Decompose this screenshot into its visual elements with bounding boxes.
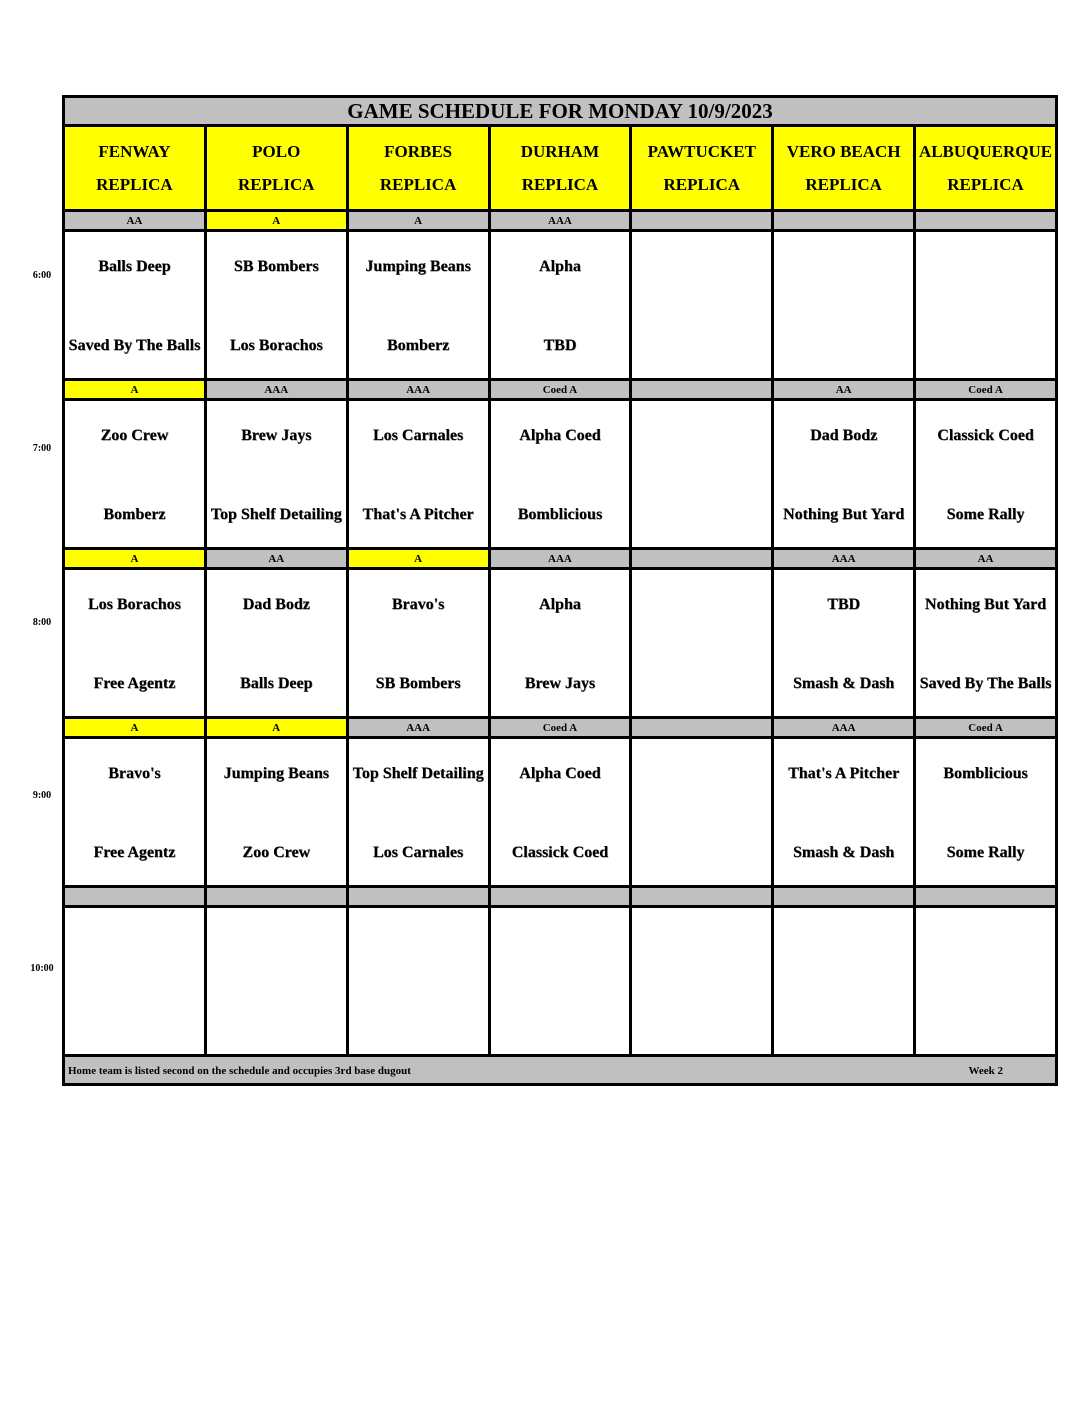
home-team xyxy=(774,981,913,1054)
home-team: Smash & Dash xyxy=(792,675,895,692)
away-team: Classick Coed xyxy=(937,427,1034,444)
field-subtitle: REPLICA xyxy=(238,175,315,194)
time-label: 9:00 xyxy=(32,790,52,801)
away-team xyxy=(632,739,771,812)
home-team xyxy=(916,981,1055,1054)
division-label: Coed A xyxy=(915,718,1057,738)
home-team xyxy=(632,981,771,1054)
field-header-forbes xyxy=(347,126,489,211)
home-team: TBD xyxy=(543,337,577,354)
home-team: Los Carnales xyxy=(372,844,464,861)
game-cell xyxy=(773,738,915,887)
game-cell xyxy=(631,569,773,718)
field-header-durham xyxy=(489,126,631,211)
game-cell xyxy=(205,569,347,718)
game-cell xyxy=(347,569,489,718)
home-team: Some Rally xyxy=(946,844,1025,861)
time-label: 7:00 xyxy=(32,443,52,454)
away-team xyxy=(632,232,771,305)
division-label: AAA xyxy=(489,211,631,231)
field-name: DURHAM xyxy=(520,142,600,161)
away-team: Bravo's xyxy=(391,596,445,613)
field-subtitle: REPLICA xyxy=(521,175,599,194)
away-team xyxy=(632,401,771,474)
division-label xyxy=(205,887,347,907)
game-cell xyxy=(631,400,773,549)
division-label: AAA xyxy=(773,718,915,738)
game-row xyxy=(64,569,1057,718)
division-label: AAA xyxy=(347,380,489,400)
away-team: Jumping Beans xyxy=(223,765,329,782)
home-team xyxy=(632,812,771,885)
field-name: ALBUQUERQUE xyxy=(918,142,1053,161)
division-label: AAA xyxy=(205,380,347,400)
division-label: A xyxy=(64,549,206,569)
home-team: Saved By The Balls xyxy=(68,337,201,354)
division-label xyxy=(631,380,773,400)
home-team: That's A Pitcher xyxy=(362,506,474,523)
home-team xyxy=(774,305,913,378)
home-team xyxy=(632,474,771,547)
game-cell xyxy=(489,738,631,887)
home-team xyxy=(916,305,1055,378)
away-team: Bravo's xyxy=(108,765,161,782)
game-cell xyxy=(64,738,206,887)
division-row xyxy=(64,549,1057,569)
game-cell xyxy=(205,231,347,380)
field-subtitle: REPLICA xyxy=(663,175,741,194)
away-team xyxy=(65,908,204,981)
division-label xyxy=(64,887,206,907)
field-name: POLO xyxy=(252,142,301,161)
game-cell xyxy=(773,907,915,1056)
game-cell xyxy=(915,400,1057,549)
home-team: Some Rally xyxy=(946,506,1025,523)
away-team: SB Bombers xyxy=(233,258,319,275)
field-name: PAWTUCKET xyxy=(647,142,756,161)
home-team: Bomblicious xyxy=(517,506,603,523)
away-team: That's A Pitcher xyxy=(788,765,900,782)
division-label: AA xyxy=(64,211,206,231)
away-team: Dad Bodz xyxy=(810,427,878,444)
field-header-polo xyxy=(205,126,347,211)
game-cell xyxy=(489,569,631,718)
home-team: Los Borachos xyxy=(229,337,323,354)
game-cell xyxy=(631,907,773,1056)
game-cell xyxy=(915,231,1057,380)
away-team: Los Carnales xyxy=(372,427,464,444)
field-name: FENWAY xyxy=(98,142,171,161)
division-label: AAA xyxy=(773,549,915,569)
division-row xyxy=(64,211,1057,231)
division-label: A xyxy=(64,380,206,400)
home-team xyxy=(491,981,630,1054)
field-subtitle: REPLICA xyxy=(96,175,173,194)
game-cell xyxy=(631,231,773,380)
home-team xyxy=(207,981,346,1054)
away-team: Brew Jays xyxy=(241,427,312,444)
field-header-row xyxy=(64,126,1057,211)
division-label: Coed A xyxy=(915,380,1057,400)
division-label: AAA xyxy=(489,549,631,569)
game-cell xyxy=(347,400,489,549)
game-row xyxy=(64,907,1057,1056)
division-label: A xyxy=(205,718,347,738)
away-team: Zoo Crew xyxy=(100,427,169,444)
away-team xyxy=(774,232,913,305)
away-team xyxy=(774,908,913,981)
game-row xyxy=(64,231,1057,380)
home-team: Bomberz xyxy=(103,506,166,523)
away-team xyxy=(632,908,771,981)
game-cell xyxy=(347,231,489,380)
field-subtitle: REPLICA xyxy=(947,175,1024,194)
game-row xyxy=(64,400,1057,549)
game-cell xyxy=(347,738,489,887)
away-team xyxy=(207,908,346,981)
field-header-fenway xyxy=(64,126,206,211)
game-cell xyxy=(205,738,347,887)
home-team xyxy=(632,305,771,378)
field-header-pawtucket xyxy=(631,126,773,211)
time-label: 6:00 xyxy=(32,270,52,281)
game-cell xyxy=(773,569,915,718)
away-team: Alpha Coed xyxy=(519,427,601,444)
division-label: A xyxy=(205,211,347,231)
schedule-table xyxy=(62,95,1058,1086)
away-team: Top Shelf Detailing xyxy=(352,765,484,782)
field-header-albuquerque xyxy=(915,126,1057,211)
game-cell xyxy=(64,231,206,380)
game-cell xyxy=(489,400,631,549)
division-label: A xyxy=(64,718,206,738)
game-cell xyxy=(489,231,631,380)
division-label: AAA xyxy=(347,718,489,738)
game-cell xyxy=(64,907,206,1056)
division-label xyxy=(631,211,773,231)
away-team: TBD xyxy=(827,596,861,613)
division-label xyxy=(915,887,1057,907)
division-label: AA xyxy=(773,380,915,400)
home-team: Zoo Crew xyxy=(242,844,311,861)
home-team: Nothing But Yard xyxy=(783,506,905,523)
away-team xyxy=(632,570,771,643)
field-name: FORBES xyxy=(384,142,453,161)
footer-row xyxy=(64,1056,1057,1085)
division-label xyxy=(631,549,773,569)
game-cell xyxy=(64,569,206,718)
home-team: Classick Coed xyxy=(511,844,609,861)
game-cell xyxy=(489,907,631,1056)
division-row xyxy=(64,380,1057,400)
home-team xyxy=(349,981,488,1054)
time-label: 10:00 xyxy=(30,963,54,974)
home-team: Balls Deep xyxy=(240,675,313,692)
title-row xyxy=(64,97,1057,126)
division-label: Coed A xyxy=(489,380,631,400)
game-cell xyxy=(773,231,915,380)
away-team xyxy=(349,908,488,981)
home-team xyxy=(632,643,771,716)
division-row xyxy=(64,887,1057,907)
home-team xyxy=(65,981,204,1054)
game-cell xyxy=(64,400,206,549)
field-subtitle: REPLICA xyxy=(805,175,882,194)
away-team xyxy=(916,232,1055,305)
home-team: Brew Jays xyxy=(524,675,596,692)
home-team: Saved By The Balls xyxy=(919,675,1052,692)
time-label: 8:00 xyxy=(32,617,52,628)
game-cell xyxy=(205,400,347,549)
away-team: Dad Bodz xyxy=(242,596,310,613)
home-team: Free Agentz xyxy=(93,844,176,861)
division-label: AA xyxy=(915,549,1057,569)
away-team: Los Borachos xyxy=(87,596,181,613)
away-team: Nothing But Yard xyxy=(924,596,1047,613)
away-team: Balls Deep xyxy=(98,258,171,275)
home-team: Bomberz xyxy=(387,337,450,354)
away-team xyxy=(916,908,1055,981)
footer-note: Home team is listed second on the schedule and occupies 3rd base dugout xyxy=(68,1065,411,1077)
game-cell xyxy=(915,738,1057,887)
away-team: Alpha xyxy=(539,258,581,275)
week-label: Week 2 xyxy=(968,1065,1003,1077)
division-label: A xyxy=(347,549,489,569)
home-team: Free Agentz xyxy=(93,675,176,692)
away-team: Alpha Coed xyxy=(519,765,601,782)
division-label: AA xyxy=(205,549,347,569)
away-team xyxy=(491,908,630,981)
game-cell xyxy=(915,907,1057,1056)
away-team: Alpha xyxy=(539,596,581,613)
division-label xyxy=(773,211,915,231)
home-team: SB Bombers xyxy=(375,675,461,692)
division-label: A xyxy=(347,211,489,231)
game-row xyxy=(64,738,1057,887)
division-label xyxy=(347,887,489,907)
field-header-vero-beach xyxy=(773,126,915,211)
home-team: Smash & Dash xyxy=(792,844,895,861)
division-label xyxy=(631,887,773,907)
division-row xyxy=(64,718,1057,738)
footer-cell xyxy=(64,1056,1057,1085)
away-team: Bomblicious xyxy=(943,765,1028,782)
game-cell xyxy=(631,738,773,887)
field-subtitle: REPLICA xyxy=(379,175,457,194)
game-cell xyxy=(915,569,1057,718)
division-label xyxy=(489,887,631,907)
field-name: VERO BEACH xyxy=(786,142,901,161)
division-label: Coed A xyxy=(489,718,631,738)
away-team: Jumping Beans xyxy=(365,258,471,275)
schedule-title: GAME SCHEDULE FOR MONDAY 10/9/2023 xyxy=(64,97,1057,126)
division-label xyxy=(773,887,915,907)
game-cell xyxy=(773,400,915,549)
division-label xyxy=(915,211,1057,231)
game-cell xyxy=(205,907,347,1056)
home-team: Top Shelf Detailing xyxy=(210,506,342,523)
game-cell xyxy=(347,907,489,1056)
division-label xyxy=(631,718,773,738)
